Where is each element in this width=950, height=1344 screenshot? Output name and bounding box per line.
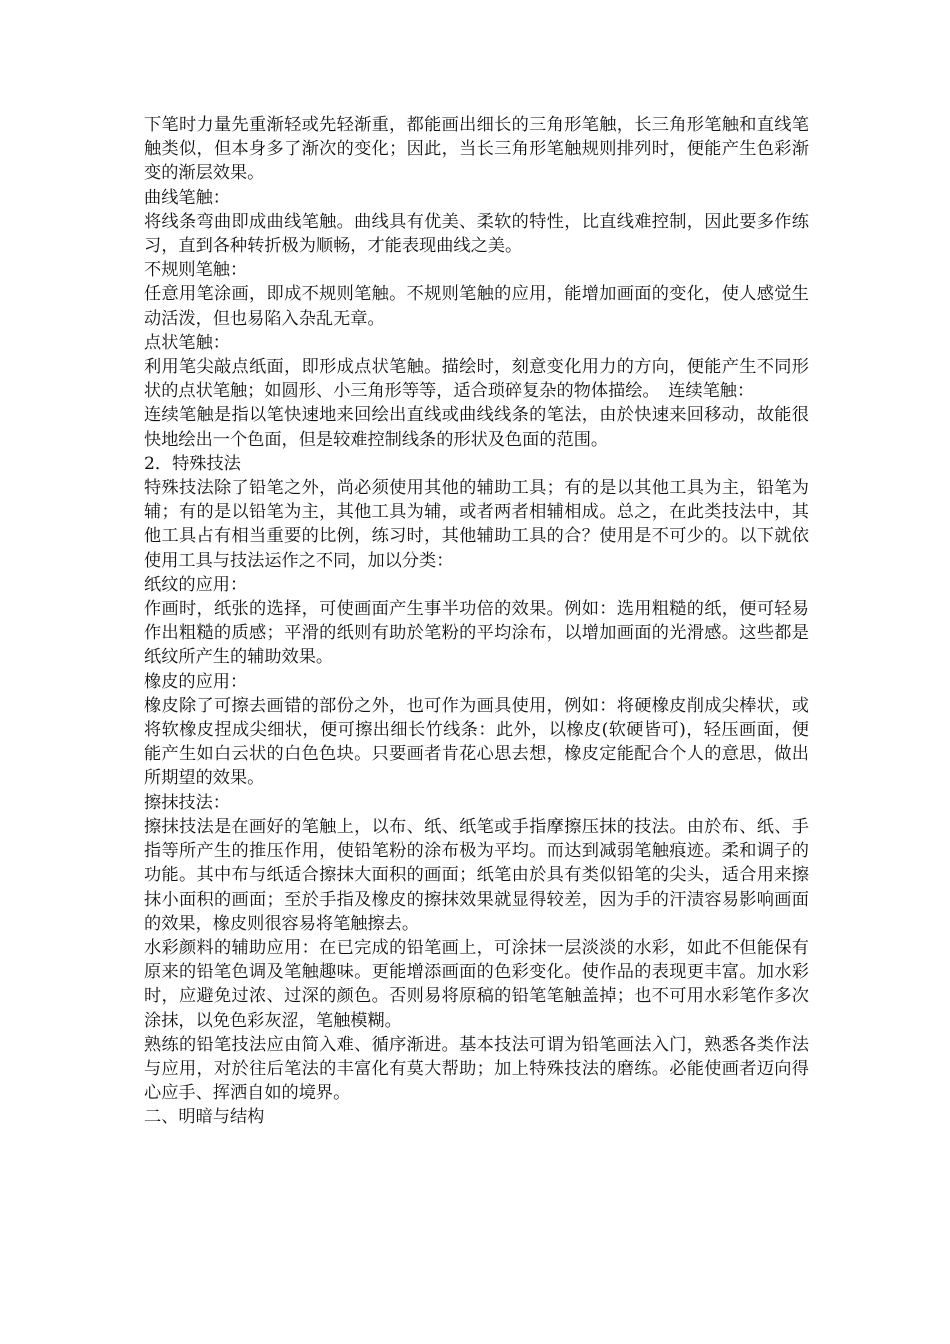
heading-light-structure: 二、明暗与结构 [144, 1107, 265, 1128]
heading-rubbing: 擦抹技法： [144, 792, 230, 813]
document-page [144, 113, 809, 1130]
heading-special-techniques: 2．特殊技法 [144, 453, 241, 474]
paragraph-rubbing: 擦抹技法是在画好的笔触上，以布、纸、纸笔或手指摩擦压抹的技法。由於布、纸、手指等所产生的推压作用，使铅笔粉的涂布极为平均。而达到减弱笔触痕迹。柔和调子的功能。其中布与纸适合擦抹大面积的画面；纸笔由於具有类似铅笔的尖头，适合用来擦抹小面积的画面；至於手指及橡皮的擦抹效果就显得较差，因为手的汗渍容易影响画面的效果，橡皮则很容易将笔触擦去。 [144, 816, 809, 934]
heading-paper-texture: 纸纹的应用： [144, 574, 248, 595]
paragraph-curve-stroke: 将线条弯曲即成曲线笔触。曲线具有优美、柔软的特性，比直线难控制，因此要多作练习，直到各种转折极为顺畅，才能表现曲线之美。 [144, 211, 809, 257]
paragraph-dot-stroke: 利用笔尖敲点纸面，即形成点状笔触。描绘时，刻意变化用力的方向，便能产生不同形状的点状笔触；如圆形、小三角形等等，适合琐碎复杂的物体描绘。 连续笔触： [144, 357, 809, 402]
paragraph-summary: 熟练的铅笔技法应由简入难、循序渐进。基本技法可谓为铅笔画法入门，熟悉各类作法与应用，对於往后笔法的丰富化有莫大帮助；加上特殊技法的磨练。必能使画者迈向得心应手、挥洒自如的境界。 [144, 1034, 809, 1104]
heading-irregular-stroke: 不规则笔触： [144, 260, 248, 281]
paragraph-watercolor: 水彩颜料的辅助应用：在已完成的铅笔画上，可涂抹一层淡淡的水彩，如此不但能保有原来的铅笔色调及笔触趣味。更能增添画面的色彩变化。使作品的表现更丰富。加水彩时，应避免过浓、过深的颜色。否则易将原稿的铅笔笔触盖掉；也不可用水彩笔作多次涂抹，以免色彩灰涩，笔触模糊。 [144, 937, 809, 1031]
heading-curve-stroke: 曲线笔触： [144, 187, 230, 208]
paragraph-eraser: 橡皮除了可擦去画错的部份之外，也可作为画具使用，例如：将硬橡皮削成尖棒状，或将软橡皮捏成尖细状，便可擦出细长竹线条：此外，以橡皮(软硬皆可)，轻压画面，便能产生如白云状的白色色块。只要画者肯花心思去想，橡皮定能配合个人的意思，做出所期望的效果。 [144, 695, 809, 789]
paragraph-special-techniques: 特殊技法除了铅笔之外，尚必须使用其他的辅助工具；有的是以其他工具为主，铅笔为辅；有的是以铅笔为主，其他工具为辅，或者两者相辅相成。总之，在此类技法中，其他工具占有相当重要的比例，练习时，其他辅助工具的合？使用是不可少的。以下就依使用工具与技法运作之不同，加以分类： [144, 478, 809, 571]
heading-eraser: 橡皮的应用： [144, 671, 248, 692]
paragraph-paper-texture: 作画时，纸张的选择，可使画面产生事半功倍的效果。例如：选用粗糙的纸，便可轻易作出粗糙的质感；平滑的纸则有助於笔粉的平均涂布，以增加画面的光滑感。这些都是纸纹所产生的辅助效果。 [144, 599, 809, 668]
paragraph-continuous-stroke: 连续笔触是指以笔快速地来回绘出直线或曲线线条的笔法，由於快速来回移动，故能很快地绘出一个色面，但是较难控制线条的形状及色面的范围。 [144, 405, 809, 450]
paragraph-irregular-stroke: 任意用笔涂画，即成不规则笔触。不规则笔触的应用，能增加画面的变化，使人感觉生动活泼，但也易陷入杂乱无章。 [144, 284, 809, 329]
heading-dot-stroke: 点状笔触： [144, 332, 230, 353]
paragraph-triangle-stroke: 下笔时力量先重渐轻或先轻渐重，都能画出细长的三角形笔触，长三角形笔触和直线笔触类似，但本身多了渐次的变化；因此，当长三角形笔触规则排列时，便能产生色彩渐变的渐层效果。 [144, 115, 809, 184]
